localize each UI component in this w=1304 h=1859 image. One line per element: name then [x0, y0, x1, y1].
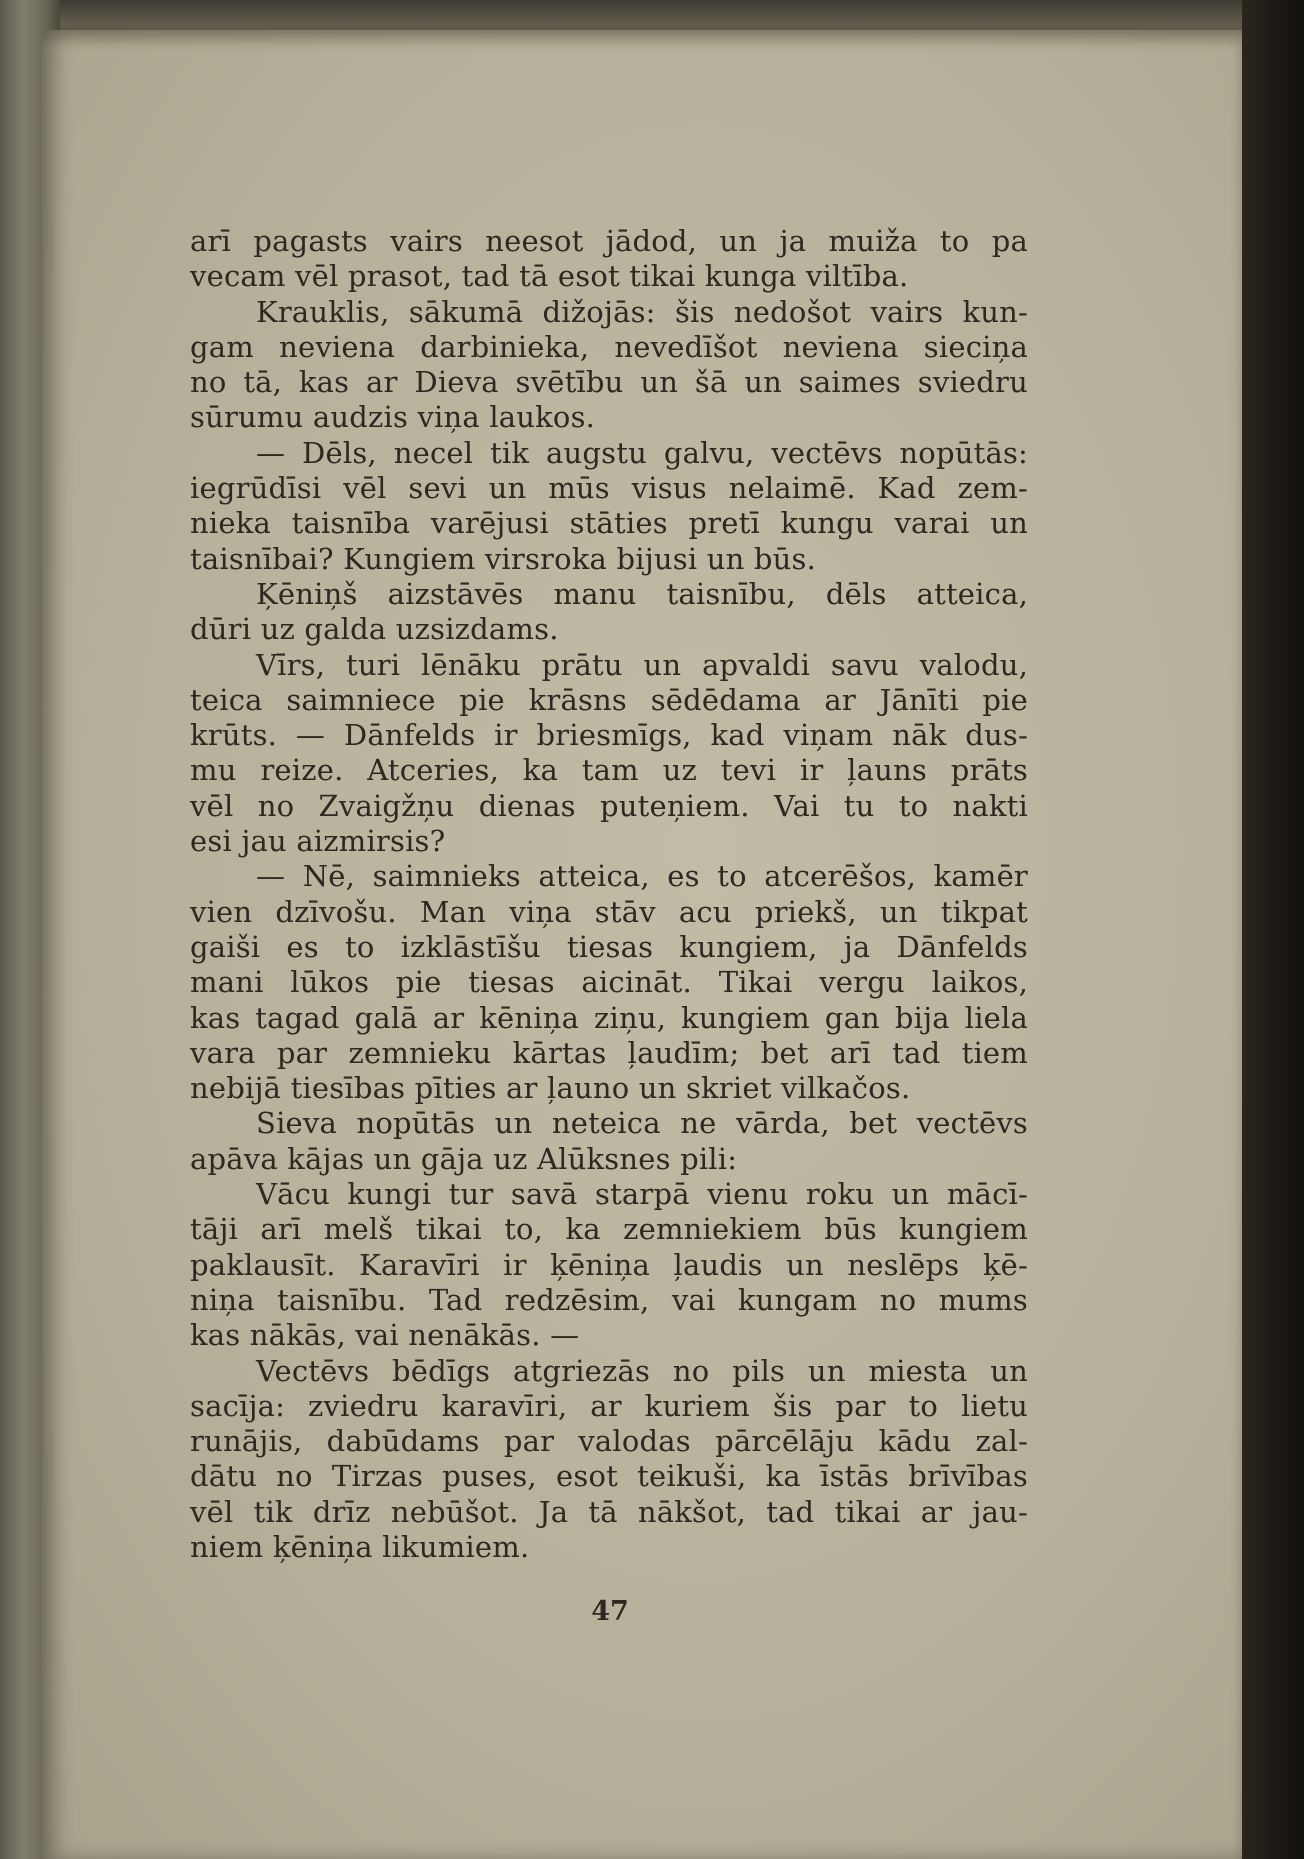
text-line: nieka taisnība varējusi stāties pretī kungu varai un — [190, 506, 1028, 541]
text-line: kas nākās, vai nenākās. — — [190, 1318, 580, 1353]
text-line: krūts. — Dānfelds ir briesmīgs, kad viņam nāk dus- — [190, 718, 1028, 753]
text-line: tāji arī melš tikai to, ka zemniekiem būs kungiem — [190, 1212, 1028, 1247]
text-line: apāva kājas un gāja uz Alūksnes pili: — [190, 1141, 738, 1176]
text-line: gam neviena darbinieka, nevedīšot neviena sieciņa — [190, 329, 1028, 364]
text-line: gaiši es to izklāstīšu tiesas kungiem, ja Dānfelds — [190, 929, 1028, 964]
text-line: iegrūdīsi vēl sevi un mūs visus nelaimē. Kad zem- — [190, 471, 1028, 506]
text-line: kas tagad galā ar kēniņa ziņu, kungiem gan bija liela — [190, 1000, 1028, 1035]
text-line: nebijā tiesības pīties ar ļauno un skriet vilkačos. — [190, 1071, 911, 1106]
text-line: sacīja: zviedru karavīri, ar kuriem šis par to lietu — [190, 1388, 1028, 1423]
page-edge-shadow — [1242, 0, 1304, 1859]
text-line: dātu no Tirzas puses, esot teikuši, ka īstās brīvības — [190, 1459, 1028, 1494]
text-line: — Nē, saimnieks atteica, es to atcerēšos, kamēr — [256, 859, 1028, 894]
text-line: — Dēls, necel tik augstu galvu, vectēvs nopūtās: — [256, 435, 1028, 470]
text-line: Vīrs, turi lēnāku prātu un apvaldi savu valodu, — [256, 647, 1028, 682]
text-line: taisnībai? Kungiem virsroka bijusi un būs. — [190, 541, 817, 576]
text-line: vara par zemnieku kārtas ļaudīm; bet arī tad tiem — [190, 1035, 1028, 1070]
body-text — [190, 224, 1028, 1565]
text-line: arī pagasts vairs neesot jādod, un ja muiža to pa — [190, 224, 1028, 258]
text-line: vēl tik drīz nebūšot. Ja tā nākšot, tad tikai ar jau- — [190, 1494, 1028, 1529]
text-line: paklausīt. Karavīri ir ķēniņa ļaudis un neslēps ķē- — [190, 1247, 1028, 1282]
text-line: no tā, kas ar Dieva svētību un šā un saimes sviedru — [190, 365, 1028, 400]
text-line: niņa taisnību. Tad redzēsim, vai kungam no mums — [190, 1282, 1028, 1317]
text-line: sūrumu audzis viņa laukos. — [190, 400, 596, 435]
text-line: teica saimniece pie krāsns sēdēdama ar Jānīti pie — [190, 682, 1028, 717]
text-line: Ķēniņš aizstāvēs manu taisnību, dēls atteica, — [256, 576, 1028, 611]
text-line: Krauklis, sākumā dižojās: šis nedošot vairs kun- — [256, 294, 1028, 329]
text-line: Vācu kungi tur savā starpā vienu roku un mācī- — [256, 1177, 1028, 1212]
text-line: esi jau aizmirsis? — [190, 824, 446, 859]
text-line: Sieva nopūtās un neteica ne vārda, bet vectēvs — [256, 1106, 1028, 1141]
text-line: dūri uz galda uzsizdams. — [190, 612, 559, 647]
page-number: 47 — [591, 1596, 629, 1627]
text-line: mu reize. Atceries, ka tam uz tevi ir ļauns prāts — [190, 753, 1028, 788]
text-line: vecam vēl prasot, tad tā esot tikai kunga viltība. — [190, 259, 909, 294]
text-line: vien dzīvošu. Man viņa stāv acu priekš, un tikpat — [190, 894, 1028, 929]
text-line: niem ķēniņa likumiem. — [190, 1529, 530, 1564]
text-line: mani lūkos pie tiesas aicināt. Tikai vergu laikos, — [190, 965, 1028, 1000]
text-line: Vectēvs bēdīgs atgriezās no pils un miesta un — [256, 1353, 1028, 1388]
text-line: runājis, dabūdams par valodas pārcēlāju kādu zal- — [190, 1424, 1028, 1459]
text-line: vēl no Zvaigžņu dienas puteņiem. Vai tu to nakti — [190, 788, 1028, 823]
